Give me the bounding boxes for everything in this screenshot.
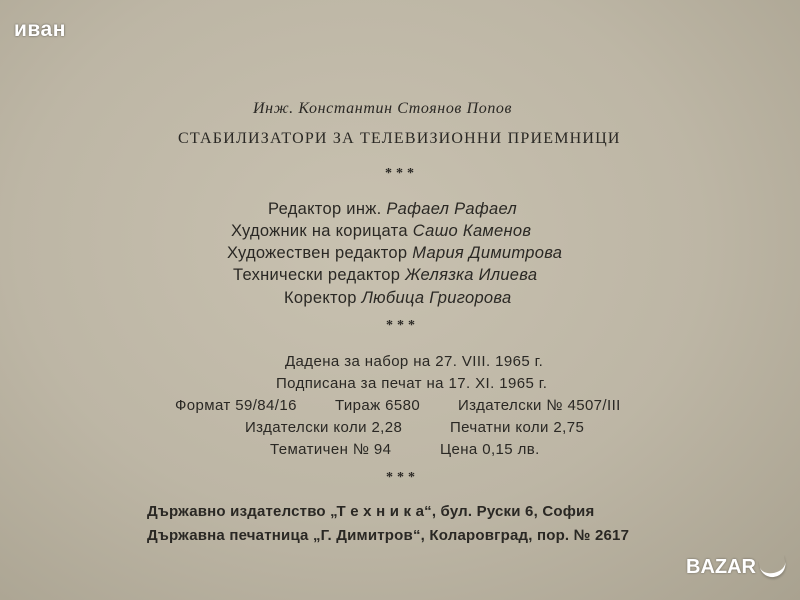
credit-name: Любица Григорова [361,289,512,307]
signed-date: Подписана за печат на 17. XI. 1965 г. [276,375,548,392]
publisher-sheets: Издателски коли 2,28 [245,419,403,436]
price: Цена 0,15 лв. [440,441,540,458]
thematic-number: Тематичен № 94 [270,441,392,458]
credit-role: Редактор инж. [268,200,382,218]
credit-role: Художествен редактор [227,244,408,262]
print-run: Тираж 6580 [335,397,421,414]
printer-info: Държавна печатница „Г. Димитров“, Коларовград, пор. № 2617 [147,527,630,544]
smile-icon [758,555,788,580]
logo-text: BAZAR [686,555,756,578]
publisher-number: Издателски № 4507/III [458,397,621,414]
credit-name: Желязка Илиева [405,266,538,284]
watermark-username: иван [14,18,66,41]
credit-name: Мария Димитрова [412,244,563,262]
credit-role: Художник на корицата [231,222,408,240]
credit-role: Коректор [284,289,357,307]
separator-1: *** [385,166,418,181]
credit-tech-editor [233,266,537,285]
credit-proofreader [284,289,511,308]
book-title: СТАБИЛИЗАТОРИ ЗА ТЕЛЕВИЗИОННИ ПРИЕМНИЦИ [178,130,621,147]
typeset-date: Дадена за набор на 27. VIII. 1965 г. [285,353,544,370]
format: Формат 59/84/16 [175,397,297,414]
credit-editor [268,200,517,219]
author-line: Инж. Константин Стоянов Попов [253,100,513,117]
separator-3: *** [386,470,419,485]
printed-sheets: Печатни коли 2,75 [450,419,585,436]
bazar-logo [686,552,786,582]
publisher-info: Държавно издателство „Т е х н и к а“, бул. Руски 6, София [147,503,595,520]
credit-cover-artist [231,222,531,241]
separator-2: *** [386,318,419,333]
credit-name: Рафаел Рафаел [386,200,517,218]
credit-role: Технически редактор [233,266,401,284]
credit-art-editor [227,244,562,263]
credit-name: Сашо Каменов [412,222,532,240]
